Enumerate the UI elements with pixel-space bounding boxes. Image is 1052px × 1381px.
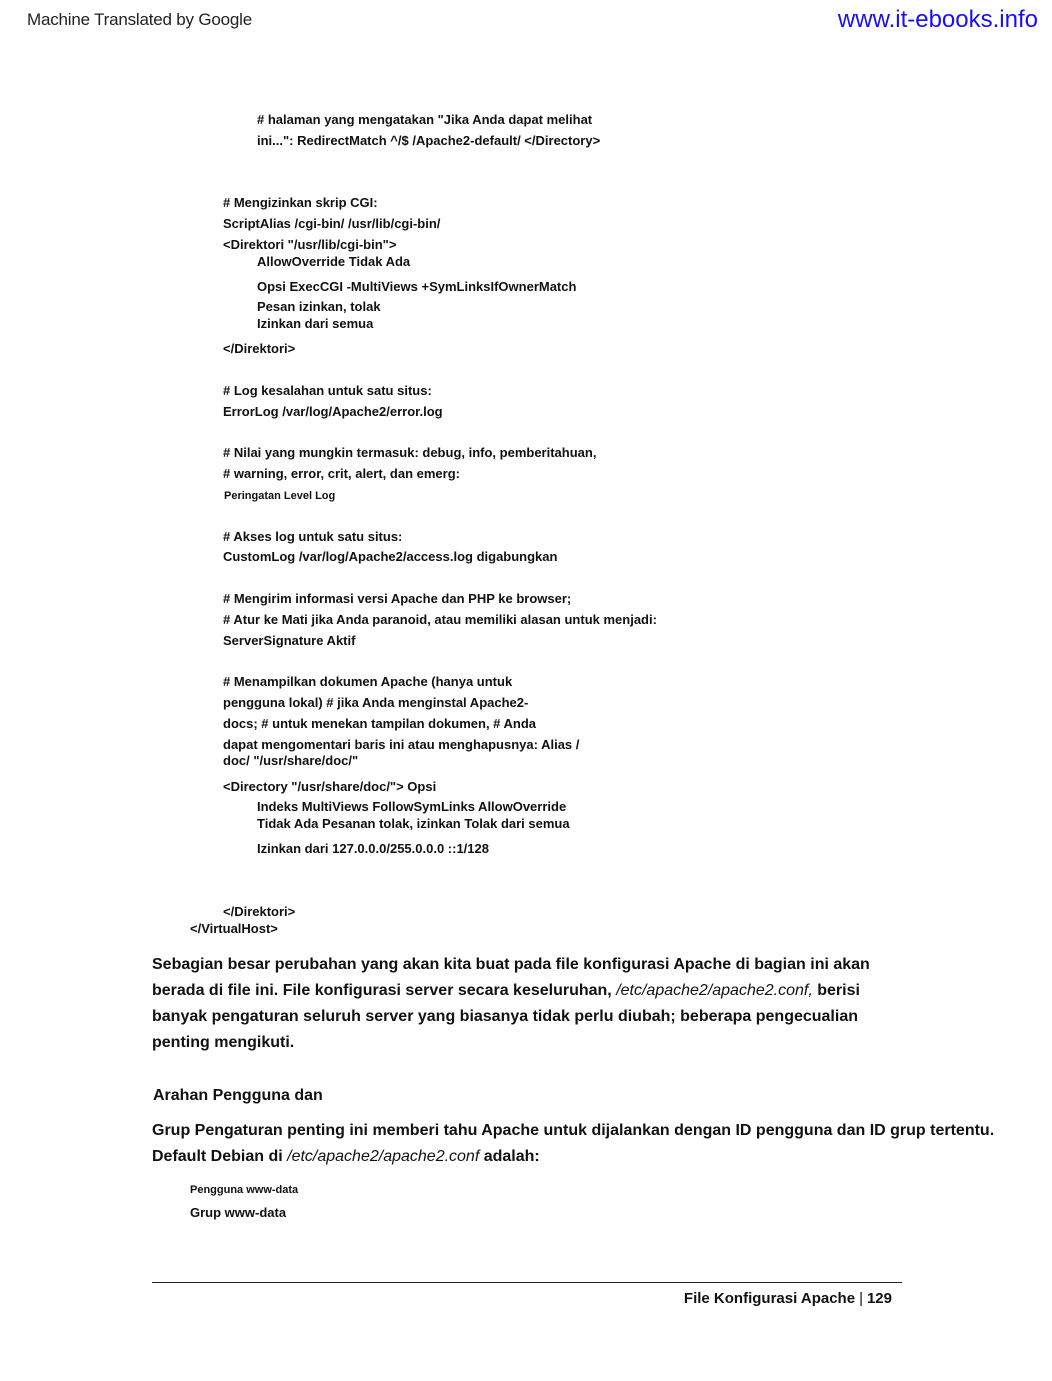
paragraph-line: Grup Pengaturan penting ini memberi tahu Apache untuk dijalankan dengan ID pengguna dan ID grup tertentu. xyxy=(152,1122,995,1139)
code-line: </Direktori> xyxy=(223,341,296,356)
paragraph-text: berada di file ini. File konfigurasi server secara keseluruhan, xyxy=(152,982,617,999)
code-line: # Mengizinkan skrip CGI: xyxy=(223,195,378,210)
code-line: </VirtualHost> xyxy=(190,921,278,936)
code-line: </Direktori> xyxy=(223,904,296,919)
code-line: doc/ "/usr/share/doc/" xyxy=(223,753,359,768)
file-path: /etc/apache2/apache2.conf, xyxy=(616,982,813,999)
footer-title: File Konfigurasi Apache xyxy=(683,1290,856,1307)
code-line: AllowOverride Tidak Ada xyxy=(257,254,411,269)
footer-separator: | xyxy=(859,1290,863,1307)
code-line: Peringatan Level Log xyxy=(224,490,336,502)
machine-translated-header: Machine Translated by Google xyxy=(27,10,252,29)
code-line: <Directory "/usr/share/doc/"> Opsi xyxy=(223,779,437,794)
code-line: <Direktori "/usr/lib/cgi-bin"> xyxy=(223,237,397,252)
code-line: Tidak Ada Pesanan tolak, izinkan Tolak dari semua xyxy=(257,816,570,831)
code-line: CustomLog /var/log/Apache2/access.log digabungkan xyxy=(223,549,558,564)
code-line: Pengguna www-data xyxy=(190,1184,299,1196)
page-footer xyxy=(684,1290,892,1307)
code-line: # Mengirim informasi versi Apache dan PHP ke browser; xyxy=(223,591,572,606)
paragraph-text: Default Debian di xyxy=(152,1148,288,1165)
paragraph-line: penting mengikuti. xyxy=(152,1034,295,1051)
paragraph-line: Sebagian besar perubahan yang akan kita buat pada file konfigurasi Apache di bagian ini akan xyxy=(152,956,870,973)
code-line: # Akses log untuk satu situs: xyxy=(223,529,403,544)
code-line: Indeks MultiViews FollowSymLinks AllowOverride xyxy=(257,799,567,814)
footer-divider xyxy=(152,1282,902,1283)
code-line: Izinkan dari semua xyxy=(257,316,374,331)
page-number: 129 xyxy=(866,1290,892,1307)
code-line: Pesan izinkan, tolak xyxy=(257,299,381,314)
code-line: ServerSignature Aktif xyxy=(223,633,356,648)
paragraph-text: berisi xyxy=(812,982,860,999)
code-line: Izinkan dari 127.0.0.0/255.0.0.0 ::1/128 xyxy=(257,841,489,856)
code-line: # Nilai yang mungkin termasuk: debug, info, pemberitahuan, xyxy=(223,445,597,460)
code-line: ErrorLog /var/log/Apache2/error.log xyxy=(223,404,443,419)
paragraph-text: adalah: xyxy=(479,1148,540,1165)
code-line: ini...": RedirectMatch ^/$ /Apache2-default/ </Directory> xyxy=(257,133,601,148)
site-link[interactable]: www.it-ebooks.info xyxy=(837,6,1038,33)
code-line: # halaman yang mengatakan "Jika Anda dapat melihat xyxy=(257,112,593,127)
file-path: /etc/apache2/apache2.conf xyxy=(287,1148,480,1165)
code-line: dapat mengomentari baris ini atau menghapusnya: Alias / xyxy=(223,737,580,752)
section-heading: Arahan Pengguna dan xyxy=(153,1087,323,1104)
code-line: # warning, error, crit, alert, dan emerg: xyxy=(223,466,460,481)
code-line: ScriptAlias /cgi-bin/ /usr/lib/cgi-bin/ xyxy=(223,216,441,231)
code-line: Grup www-data xyxy=(190,1205,287,1220)
paragraph-line xyxy=(152,978,860,1004)
code-line: # Log kesalahan untuk satu situs: xyxy=(223,383,432,398)
code-line: docs; # untuk menekan tampilan dokumen, # Anda xyxy=(223,716,537,731)
code-line: Opsi ExecCGI -MultiViews +SymLinksIfOwnerMatch xyxy=(257,279,577,294)
code-line: # Menampilkan dokumen Apache (hanya untuk xyxy=(223,674,513,689)
code-line: # Atur ke Mati jika Anda paranoid, atau memiliki alasan untuk menjadi: xyxy=(223,612,657,627)
paragraph-line xyxy=(152,1144,540,1170)
paragraph-line: banyak pengaturan seluruh server yang biasanya tidak perlu diubah; beberapa pengecualian xyxy=(152,1008,858,1025)
code-line: pengguna lokal) # jika Anda menginstal Apache2- xyxy=(223,695,529,710)
